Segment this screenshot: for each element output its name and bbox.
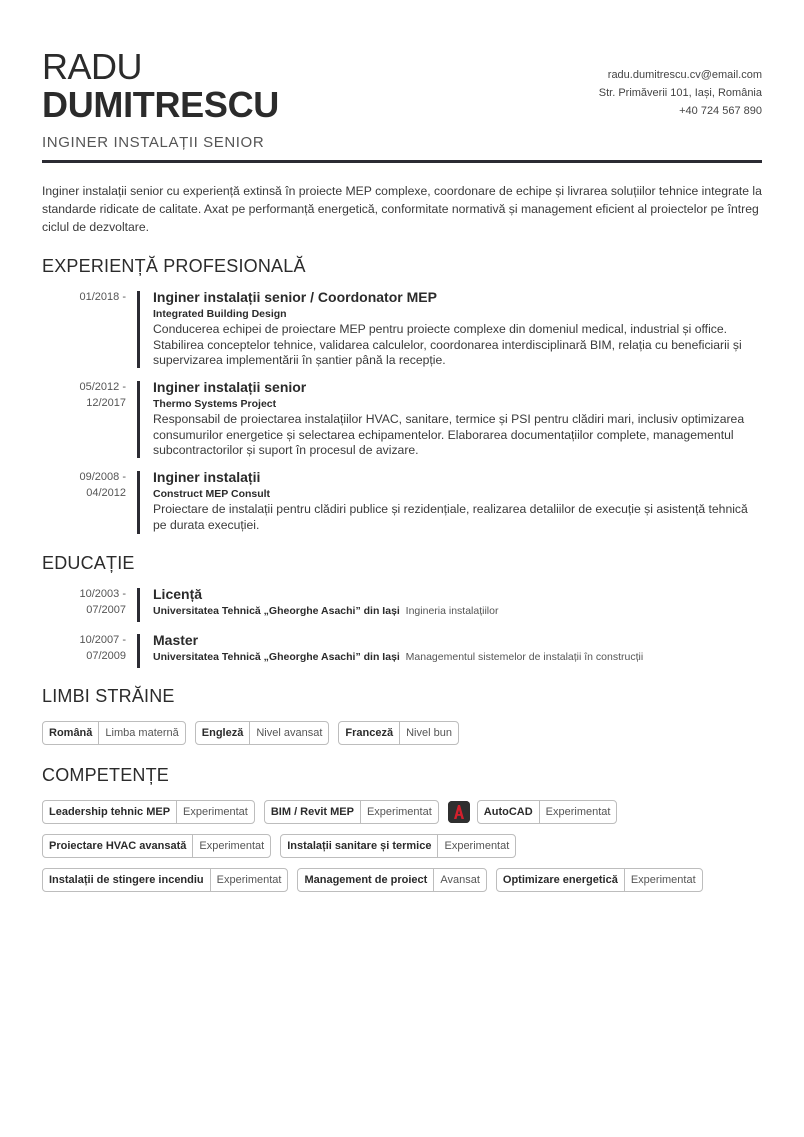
entry-description: Responsabil de proiectarea instalațiilor HVAC, sanitare, termice și PSI pentru clădiri mari, inclusiv optimizarea consumurilor energetice și selectarea echipamentelor. Elaborarea documentațiilor complete, managementul subcontractorilor și suport în procesul de avizare. (153, 412, 745, 457)
entry-degree: Licență (153, 586, 203, 602)
entry-body (153, 469, 758, 533)
resume-header (42, 48, 762, 151)
first-name: RADU (42, 46, 143, 87)
language-tag (42, 721, 186, 745)
skill-tag (42, 868, 288, 892)
entry-institution-line (153, 604, 758, 618)
timeline-bar (137, 381, 140, 458)
skill-name: Leadership tehnic MEP (43, 801, 177, 823)
language-name: Franceză (339, 722, 400, 744)
language-level: Nivel avansat (256, 727, 323, 739)
language-name: Română (43, 722, 99, 744)
timeline-bar (137, 634, 140, 668)
date-start: 09/2008 - (79, 471, 126, 483)
section-heading-skills: COMPETENȚE (42, 765, 170, 785)
skill-name: Instalații de stingere incendiu (43, 869, 211, 891)
skill-name: Proiectare HVAC avansată (43, 835, 193, 857)
entry-date (42, 289, 126, 305)
skill-level: Experimentat (630, 874, 696, 886)
skill-level: Avansat (440, 874, 480, 886)
timeline-bar (137, 291, 140, 368)
entry-title: Inginer instalații senior / Coordonator MEP (153, 289, 437, 305)
contact-address: Str. Primăverii 101, Iași, România (598, 87, 762, 99)
entry-company: Thermo Systems Project (153, 398, 277, 410)
skill-name: Instalații sanitare și termice (281, 835, 438, 857)
autocad-logo-icon (448, 801, 470, 823)
section-heading-education: EDUCAȚIE (42, 553, 135, 573)
skill-tags-row-3 (42, 868, 703, 892)
profile-summary: Inginer instalații senior cu experiență extinsă în proiecte MEP complexe, coordonare de echipe și livrarea soluțiilor tehnice integrate la standarde ridicate de calitate. Axat pe performanță energetică, conformitate normativă și management eficient al proiectelor pe întreg ciclul de dezvoltare. (42, 184, 762, 234)
skill-name: Management de proiect (298, 869, 434, 891)
skill-tag (42, 834, 271, 858)
timeline-bar (137, 471, 140, 534)
skill-level: Experimentat (444, 840, 510, 852)
skill-name: AutoCAD (478, 801, 540, 823)
entry-field: Managementul sistemelor de instalații în construcții (405, 651, 644, 663)
section-heading-experience: EXPERIENȚĂ PROFESIONALĂ (42, 256, 306, 276)
date-end: 07/2007 (86, 604, 126, 616)
skill-name: Optimizare energetică (497, 869, 625, 891)
entry-description: Proiectare de instalații pentru clădiri publice și rezidențiale, realizarea detaliilor de execuție și asistență tehnică pe durata execuției. (153, 502, 748, 532)
skill-tag (477, 800, 618, 824)
skill-tag (42, 800, 255, 824)
language-name: Engleză (196, 722, 251, 744)
date-start: 01/2018 - (79, 291, 126, 303)
date-end: 07/2009 (86, 650, 126, 662)
date-start: 05/2012 - (79, 381, 126, 393)
entry-body (153, 586, 758, 618)
language-level: Nivel bun (406, 727, 452, 739)
entry-institution: Universitatea Tehnică „Gheorghe Asachi” din Iași (153, 651, 400, 663)
entry-company: Construct MEP Consult (153, 488, 271, 500)
skill-tags-row-1 (42, 800, 617, 824)
entry-institution: Universitatea Tehnică „Gheorghe Asachi” din Iași (153, 605, 400, 617)
entry-title: Inginer instalații (153, 469, 261, 485)
language-tag (195, 721, 330, 745)
skill-level: Experimentat (366, 806, 432, 818)
language-tags (42, 721, 459, 745)
skill-tag (297, 868, 486, 892)
entry-degree: Master (153, 632, 199, 648)
skill-tag (280, 834, 516, 858)
skill-tag (264, 800, 439, 824)
skill-level: Experimentat (183, 806, 248, 818)
last-name: DUMITRESCU (42, 84, 279, 125)
skill-level: Experimentat (216, 874, 282, 886)
section-heading-languages: LIMBI STRĂINE (42, 686, 175, 706)
entry-description: Conducerea echipei de proiectare MEP pentru proiecte complexe din domeniul medical, industrial și office. Stabilirea conceptelor tehnice, validarea calculelor, coordonarea interdisciplinară BIM, relația cu beneficiarii și supervizarea implementării în șantier până la recepție. (153, 322, 742, 367)
entry-title: Inginer instalații senior (153, 379, 307, 395)
entry-date (42, 632, 126, 664)
job-title: INGINER INSTALAȚII SENIOR (42, 134, 265, 151)
skill-level: Experimentat (199, 840, 265, 852)
date-start: 10/2003 - (79, 588, 126, 600)
entry-date (42, 379, 126, 411)
skill-name: BIM / Revit MEP (265, 801, 361, 823)
language-level: Limba maternă (105, 727, 179, 739)
skill-tags-row-2 (42, 834, 516, 858)
entry-body (153, 379, 758, 459)
entry-institution-line (153, 650, 758, 664)
entry-body (153, 289, 758, 369)
contact-phone[interactable]: +40 724 567 890 (679, 105, 762, 117)
contact-block (599, 66, 762, 120)
contact-email[interactable]: radu.dumitrescu.cv@email.com (607, 69, 762, 81)
entry-company: Integrated Building Design (153, 308, 287, 320)
timeline-bar (137, 588, 140, 622)
entry-date (42, 586, 126, 618)
header-divider (42, 160, 762, 163)
entry-date (42, 469, 126, 501)
date-start: 10/2007 - (79, 634, 126, 646)
skill-level: Experimentat (545, 806, 611, 818)
entry-field: Ingineria instalațiilor (405, 605, 499, 617)
language-tag (338, 721, 459, 745)
date-end: 12/2017 (86, 397, 126, 409)
skill-tag (496, 868, 703, 892)
date-end: 04/2012 (86, 487, 126, 499)
entry-body (153, 632, 758, 664)
